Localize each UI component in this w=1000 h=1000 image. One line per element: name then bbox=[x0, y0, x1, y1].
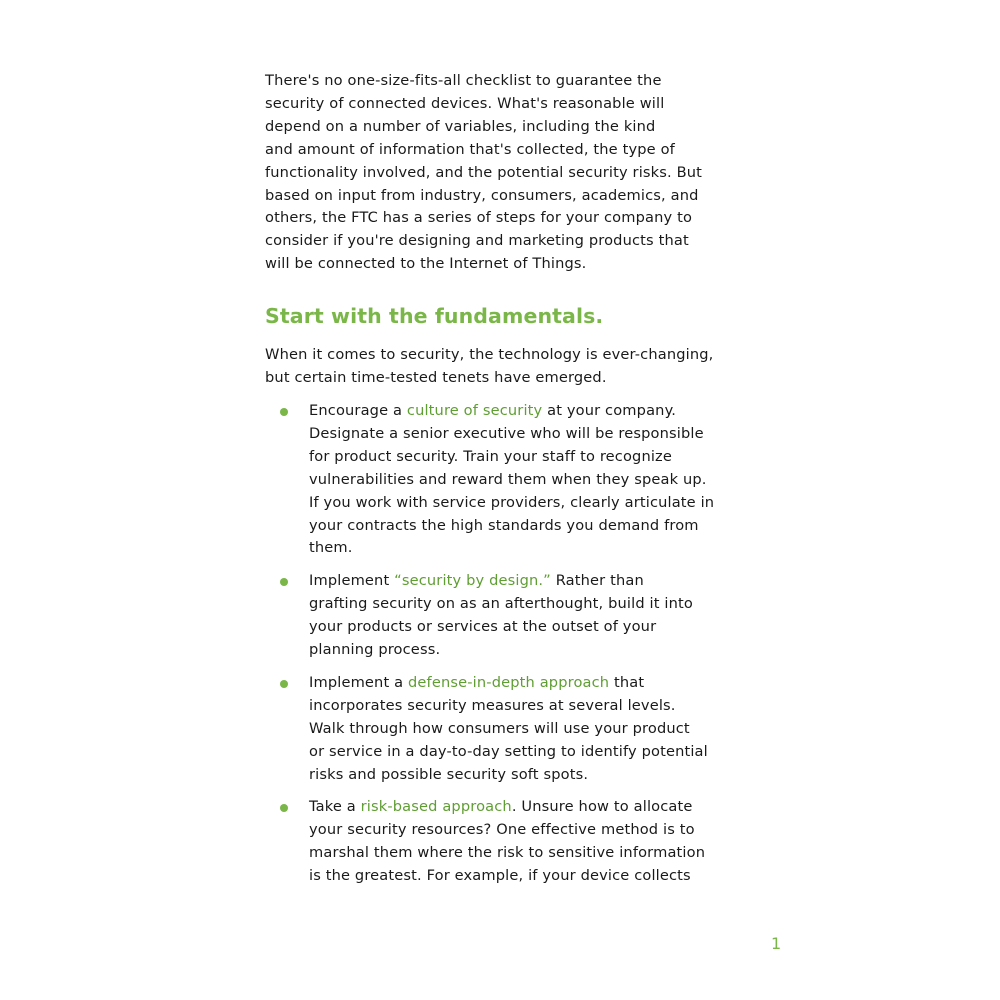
bullet-text: at your company. bbox=[542, 401, 677, 419]
bullet-line: your products or services at the outset of your bbox=[309, 618, 657, 636]
intro-line: and amount of information that's collected, the type of bbox=[265, 140, 675, 158]
intro-line: based on input from industry, consumers, academics, and bbox=[265, 186, 699, 204]
list-item bbox=[265, 672, 755, 787]
bullet-line: or service in a day-to-day setting to identify potential bbox=[309, 742, 708, 760]
bullet-line: Walk through how consumers will use your product bbox=[309, 719, 690, 737]
bullet-line: them. bbox=[309, 539, 353, 557]
bullet-dot-icon bbox=[280, 680, 288, 688]
bullet-text: Implement a bbox=[309, 673, 409, 691]
bullet-line: Designate a senior executive who will be responsible bbox=[309, 424, 704, 442]
fundamentals-list bbox=[265, 400, 755, 888]
bullet-line: your contracts the high standards you demand from bbox=[309, 516, 699, 534]
bullet-first-line bbox=[309, 570, 755, 593]
lead-line: When it comes to security, the technology is ever-changing, bbox=[265, 346, 714, 364]
intro-line: functionality involved, and the potential security risks. But bbox=[265, 163, 703, 181]
bullet-line: risks and possible security soft spots. bbox=[309, 765, 589, 783]
page-content bbox=[265, 70, 755, 898]
bullet-line: planning process. bbox=[309, 641, 441, 659]
bullet-text: Take a bbox=[309, 798, 361, 816]
lead-line: but certain time-tested tenets have emerged. bbox=[265, 369, 607, 387]
highlight-phrase: defense-in-depth approach bbox=[408, 673, 610, 691]
bullet-line: for product security. Train your staff to recognize bbox=[309, 447, 672, 465]
page-number: 1 bbox=[771, 934, 782, 953]
intro-paragraph bbox=[265, 70, 755, 276]
intro-line: will be connected to the Internet of Things. bbox=[265, 255, 587, 273]
bullet-text: Implement bbox=[309, 572, 395, 590]
intro-line: consider if you're designing and marketing products that bbox=[265, 232, 689, 250]
bullet-first-line bbox=[309, 400, 755, 423]
intro-line: security of connected devices. What's reasonable will bbox=[265, 94, 665, 112]
bullet-line: marshal them where the risk to sensitive information bbox=[309, 844, 706, 862]
bullet-dot-icon bbox=[280, 804, 288, 812]
section-heading: Start with the fundamentals. bbox=[265, 304, 604, 329]
list-item bbox=[265, 570, 755, 662]
bullet-line: grafting security on as an afterthought, build it into bbox=[309, 595, 693, 613]
bullet-text: that bbox=[609, 673, 645, 691]
bullet-first-line bbox=[309, 672, 755, 695]
highlight-phrase: “security by design.” bbox=[394, 572, 551, 590]
intro-line: depend on a number of variables, including the kind bbox=[265, 117, 656, 135]
bullet-dot-icon bbox=[280, 578, 288, 586]
highlight-phrase: culture of security bbox=[406, 401, 543, 419]
intro-line: others, the FTC has a series of steps for your company to bbox=[265, 209, 693, 227]
section-lead-paragraph bbox=[265, 344, 755, 390]
list-item bbox=[265, 400, 755, 560]
bullet-text: . Unsure how to allocate bbox=[511, 798, 693, 816]
bullet-line: is the greatest. For example, if your device collects bbox=[309, 867, 691, 885]
highlight-phrase: risk-based approach bbox=[360, 798, 512, 816]
bullet-line: vulnerabilities and reward them when they speak up. bbox=[309, 470, 707, 488]
bullet-line: incorporates security measures at several levels. bbox=[309, 696, 676, 714]
bullet-text: Encourage a bbox=[309, 401, 407, 419]
bullet-line: If you work with service providers, clearly articulate in bbox=[309, 493, 715, 511]
bullet-line: your security resources? One effective method is to bbox=[309, 821, 695, 839]
bullet-dot-icon bbox=[280, 408, 288, 416]
list-item bbox=[265, 796, 755, 888]
bullet-first-line bbox=[309, 796, 755, 819]
intro-line: There's no one-size-fits-all checklist to guarantee the bbox=[265, 72, 662, 89]
bullet-text: Rather than bbox=[550, 572, 644, 590]
